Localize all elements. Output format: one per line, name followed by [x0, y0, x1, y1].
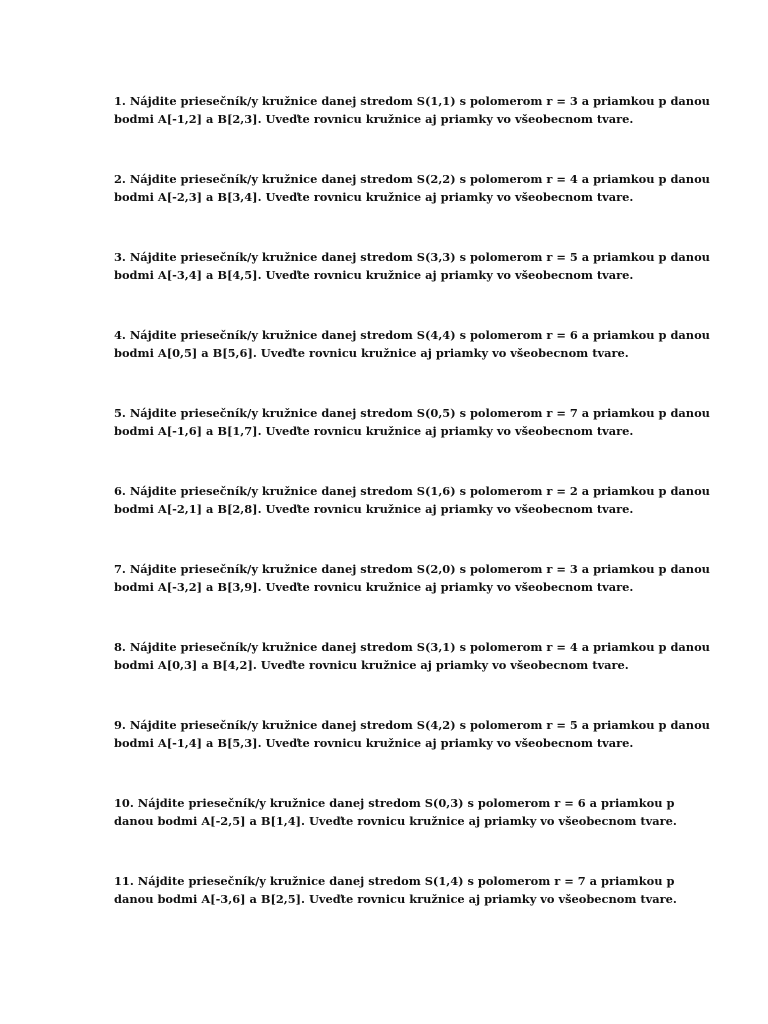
- problem-3: [114, 248, 710, 284]
- problem-11-line-1: 11. Nájdite priesečník/y kružnice danej stredom S(1,4) s polomerom r = 7 a priamkou p: [114, 874, 675, 888]
- problem-11-line-2: danou bodmi A[-3,6] a B[2,5]. Uveďte rovnicu kružnice aj priamky vo všeobecnom tvare.: [114, 892, 677, 906]
- problem-1: [114, 92, 710, 128]
- problem-8-line-1: 8. Nájdite priesečník/y kružnice danej stredom S(3,1) s polomerom r = 4 a priamkou p danou: [114, 640, 710, 654]
- problem-10-line-2: danou bodmi A[-2,5] a B[1,4]. Uveďte rovnicu kružnice aj priamky vo všeobecnom tvare.: [114, 814, 677, 828]
- problem-6-line-1: 6. Nájdite priesečník/y kružnice danej stredom S(1,6) s polomerom r = 2 a priamkou p danou: [114, 484, 710, 498]
- problem-1-line-2: bodmi A[-1,2] a B[2,3]. Uveďte rovnicu kružnice aj priamky vo všeobecnom tvare.: [114, 112, 634, 126]
- problem-2-line-1: 2. Nájdite priesečník/y kružnice danej stredom S(2,2) s polomerom r = 4 a priamkou p danou: [114, 172, 710, 186]
- problem-5-line-2: bodmi A[-1,6] a B[1,7]. Uveďte rovnicu kružnice aj priamky vo všeobecnom tvare.: [114, 424, 634, 438]
- problem-list: [114, 92, 710, 950]
- problem-5: [114, 404, 710, 440]
- problem-8: [114, 638, 710, 674]
- problem-9-line-2: bodmi A[-1,4] a B[5,3]. Uveďte rovnicu kružnice aj priamky vo všeobecnom tvare.: [114, 736, 634, 750]
- problem-7-line-2: bodmi A[-3,2] a B[3,9]. Uveďte rovnicu kružnice aj priamky vo všeobecnom tvare.: [114, 580, 634, 594]
- problem-9-line-1: 9. Nájdite priesečník/y kružnice danej stredom S(4,2) s polomerom r = 5 a priamkou p danou: [114, 718, 710, 732]
- problem-4-line-2: bodmi A[0,5] a B[5,6]. Uveďte rovnicu kružnice aj priamky vo všeobecnom tvare.: [114, 346, 629, 360]
- problem-7: [114, 560, 710, 596]
- problem-4: [114, 326, 710, 362]
- problem-2: [114, 170, 710, 206]
- problem-11: [114, 872, 677, 908]
- problem-8-line-2: bodmi A[0,3] a B[4,2]. Uveďte rovnicu kružnice aj priamky vo všeobecnom tvare.: [114, 658, 629, 672]
- problem-9: [114, 716, 710, 752]
- problem-6-line-2: bodmi A[-2,1] a B[2,8]. Uveďte rovnicu kružnice aj priamky vo všeobecnom tvare.: [114, 502, 634, 516]
- problem-4-line-1: 4. Nájdite priesečník/y kružnice danej stredom S(4,4) s polomerom r = 6 a priamkou p danou: [114, 328, 710, 342]
- problem-2-line-2: bodmi A[-2,3] a B[3,4]. Uveďte rovnicu kružnice aj priamky vo všeobecnom tvare.: [114, 190, 634, 204]
- problem-6: [114, 482, 710, 518]
- problem-3-line-2: bodmi A[-3,4] a B[4,5]. Uveďte rovnicu kružnice aj priamky vo všeobecnom tvare.: [114, 268, 634, 282]
- problem-7-line-1: 7. Nájdite priesečník/y kružnice danej stredom S(2,0) s polomerom r = 3 a priamkou p danou: [114, 562, 710, 576]
- problem-10-line-1: 10. Nájdite priesečník/y kružnice danej stredom S(0,3) s polomerom r = 6 a priamkou p: [114, 796, 675, 810]
- problem-10: [114, 794, 677, 830]
- problem-1-line-1: 1. Nájdite priesečník/y kružnice danej stredom S(1,1) s polomerom r = 3 a priamkou p danou: [114, 94, 710, 108]
- problem-5-line-1: 5. Nájdite priesečník/y kružnice danej stredom S(0,5) s polomerom r = 7 a priamkou p danou: [114, 406, 710, 420]
- problem-3-line-1: 3. Nájdite priesečník/y kružnice danej stredom S(3,3) s polomerom r = 5 a priamkou p danou: [114, 250, 710, 264]
